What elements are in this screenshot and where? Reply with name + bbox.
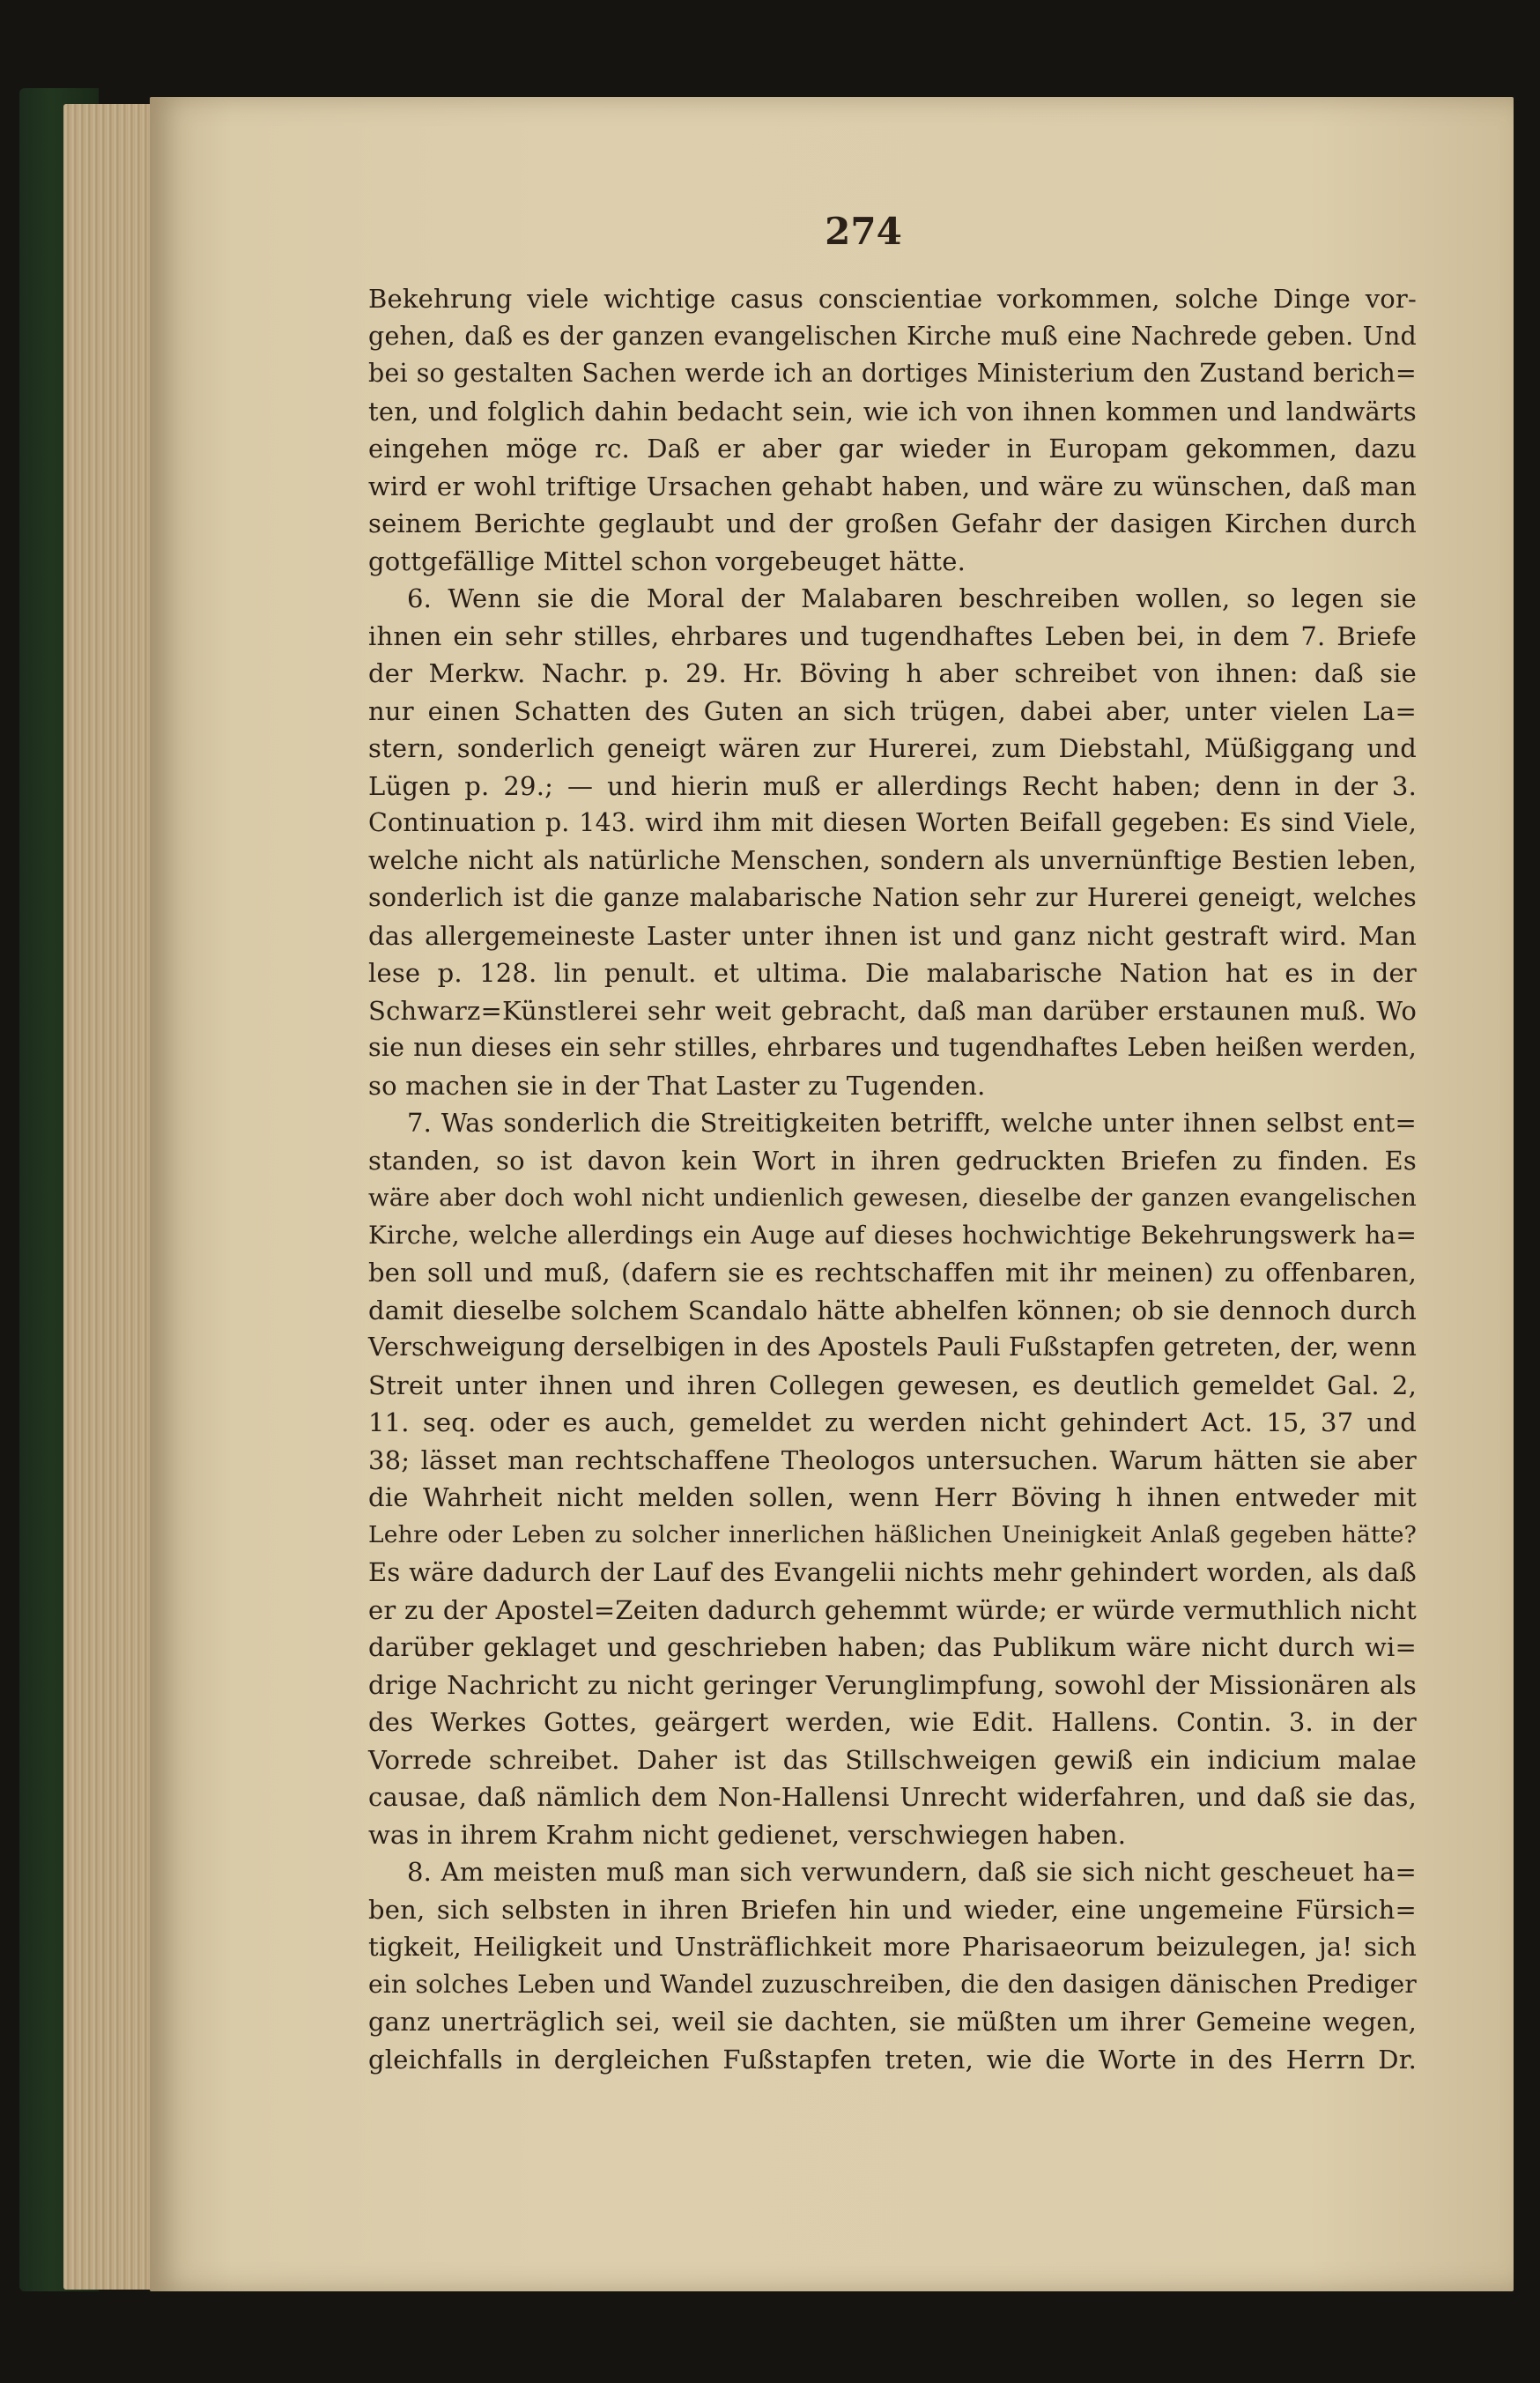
text-line: eingehen möge rc. Daß er aber gar wieder in Europam gekommen, dazu — [368, 434, 1417, 464]
text-line: die Wahrheit nicht melden sollen, wenn Herr Böving h ihnen entweder mit — [368, 1482, 1417, 1512]
text-line: gleichfalls in dergleichen Fußstapfen treten, wie die Worte in des Herrn Dr. — [368, 2044, 1417, 2075]
text-line: nur einen Schatten des Guten an sich trügen, dabei aber, unter vielen La= — [368, 695, 1417, 726]
text-line: ihnen ein sehr stilles, ehrbares und tugendhaftes Leben bei, in dem 7. Briefe — [368, 620, 1417, 651]
text-line: damit dieselbe solchem Scandalo hätte abhelfen können; ob sie dennoch durch — [368, 1295, 1417, 1325]
text-line: des Werkes Gottes, geärgert werden, wie Edit. Hallens. Contin. 3. in der — [368, 1707, 1417, 1737]
text-line: lese p. 128. lin penult. et ultima. Die malabarische Nation hat es in der — [368, 958, 1417, 988]
text-line: ben, sich selbsten in ihren Briefen hin und wieder, eine ungemeine Fürsich= — [368, 1894, 1417, 1925]
text-line: Verschweigung derselbigen in des Apostels Pauli Fußstapfen getreten, der, wenn — [368, 1333, 1417, 1362]
text-line: das allergemeineste Laster unter ihnen ist und ganz nicht gestraft wird. Man — [368, 920, 1417, 951]
text-line: tigkeit, Heiligkeit und Unsträflichkeit more Pharisaeorum beizulegen, ja! sich — [368, 1932, 1417, 1962]
text-line: standen, so ist davon kein Wort in ihren gedruckten Briefen zu finden. Es — [368, 1145, 1417, 1176]
text-line: gehen, daß es der ganzen evangelischen Kirche muß eine Nachrede geben. Und — [368, 321, 1417, 351]
text-line: Continuation p. 143. wird ihm mit diesen Worten Beifall gegeben: Es sind Viele, — [368, 808, 1417, 837]
text-line: sonderlich ist die ganze malabarische Nation sehr zur Hurerei geneigt, welches — [368, 883, 1417, 912]
text-line: wird er wohl triftige Ursachen gehabt haben, und wäre zu wünschen, daß man — [368, 471, 1417, 501]
text-line: Lehre oder Leben zu solcher innerlichen häßlichen Uneinigkeit Anlaß gegeben hätte? — [368, 1520, 1417, 1548]
text-line: 7. Was sonderlich die Streitigkeiten betrifft, welche unter ihnen selbst ent= — [407, 1108, 1417, 1138]
text-line: 11. seq. oder es auch, gemeldet zu werden nicht gehindert Act. 15, 37 und — [368, 1407, 1417, 1437]
text-line: ein solches Leben und Wandel zuzuschreiben, die den dasigen dänischen Prediger — [368, 1969, 1417, 1999]
text-line: Schwarz=Künstlerei sehr weit gebracht, daß man darüber erstaunen muß. Wo — [368, 995, 1417, 1026]
text-line: ganz unerträglich sei, weil sie dachten, sie müßten um ihrer Gemeine wegen, — [368, 2007, 1417, 2037]
text-line: welche nicht als natürliche Menschen, sondern als unvernünftige Bestien leben, — [368, 845, 1417, 875]
text-line: 38; lässet man rechtschaffene Theologos untersuchen. Warum hätten sie aber — [368, 1444, 1417, 1475]
text-line: ben soll und muß, (dafern sie es rechtschaffen mit ihr meinen) zu offenbaren, — [368, 1258, 1417, 1288]
text-line: Streit unter ihnen und ihren Collegen gewesen, es deutlich gemeldet Gal. 2, — [368, 1370, 1417, 1400]
text-line: ten, und folglich dahin bedacht sein, wie ich von ihnen kommen und landwärts — [368, 396, 1417, 427]
text-line: darüber geklaget und geschrieben haben; das Publikum wäre nicht durch wi= — [368, 1632, 1417, 1662]
text-line: was in ihrem Krahm nicht gedienet, verschwiegen haben. — [368, 1819, 1127, 1850]
text-line: der Merkw. Nachr. p. 29. Hr. Böving h aber schreibet von ihnen: daß sie — [368, 658, 1417, 688]
body-text — [368, 280, 1417, 2078]
text-line: 8. Am meisten muß man sich verwundern, daß sie sich nicht gescheuet ha= — [407, 1857, 1417, 1887]
text-line: wäre aber doch wohl nicht undienlich gewesen, dieselbe der ganzen evangelischen — [368, 1184, 1417, 1212]
text-line: stern, sonderlich geneigt wären zur Hurerei, zum Diebstahl, Müßiggang und — [368, 733, 1417, 763]
text-line: drige Nachricht zu nicht geringer Verunglimpfung, sowohl der Missionären als — [368, 1669, 1417, 1700]
text-line: Kirche, welche allerdings ein Auge auf dieses hochwichtige Bekehrungswerk ha= — [368, 1220, 1417, 1250]
text-line: causae, daß nämlich dem Non-Hallensi Unrecht widerfahren, und daß sie das, — [368, 1782, 1417, 1812]
text-line: Es wäre dadurch der Lauf des Evangelii nichts mehr gehindert worden, als daß — [368, 1557, 1417, 1587]
text-line: bei so gestalten Sachen werde ich an dortiges Ministerium den Zustand berich= — [368, 359, 1417, 388]
text-line: sie nun dieses ein sehr stilles, ehrbares und tugendhaftes Leben heißen werden, — [368, 1033, 1417, 1062]
text-line: 6. Wenn sie die Moral der Malabaren beschreiben wollen, so legen sie — [407, 583, 1417, 613]
text-line: Vorrede schreibet. Daher ist das Stillschweigen gewiß ein indicium malae — [368, 1744, 1417, 1775]
text-line: Lügen p. 29.; — und hierin muß er allerdings Recht haben; denn in der 3. — [368, 770, 1417, 801]
text-line: gottgefällige Mittel schon vorgebeuget hätte. — [368, 546, 966, 576]
text-line: seinem Berichte geglaubt und der großen Gefahr der dasigen Kirchen durch — [368, 509, 1417, 538]
text-line: er zu der Apostel=Zeiten dadurch gehemmt würde; er würde vermuthlich nicht — [368, 1594, 1417, 1625]
text-line: Bekehrung viele wichtige casus conscientiae vorkommen, solche Dinge vor- — [368, 284, 1417, 314]
page-number: 274 — [825, 210, 902, 253]
text-line: so machen sie in der That Laster zu Tugenden. — [368, 1070, 986, 1101]
